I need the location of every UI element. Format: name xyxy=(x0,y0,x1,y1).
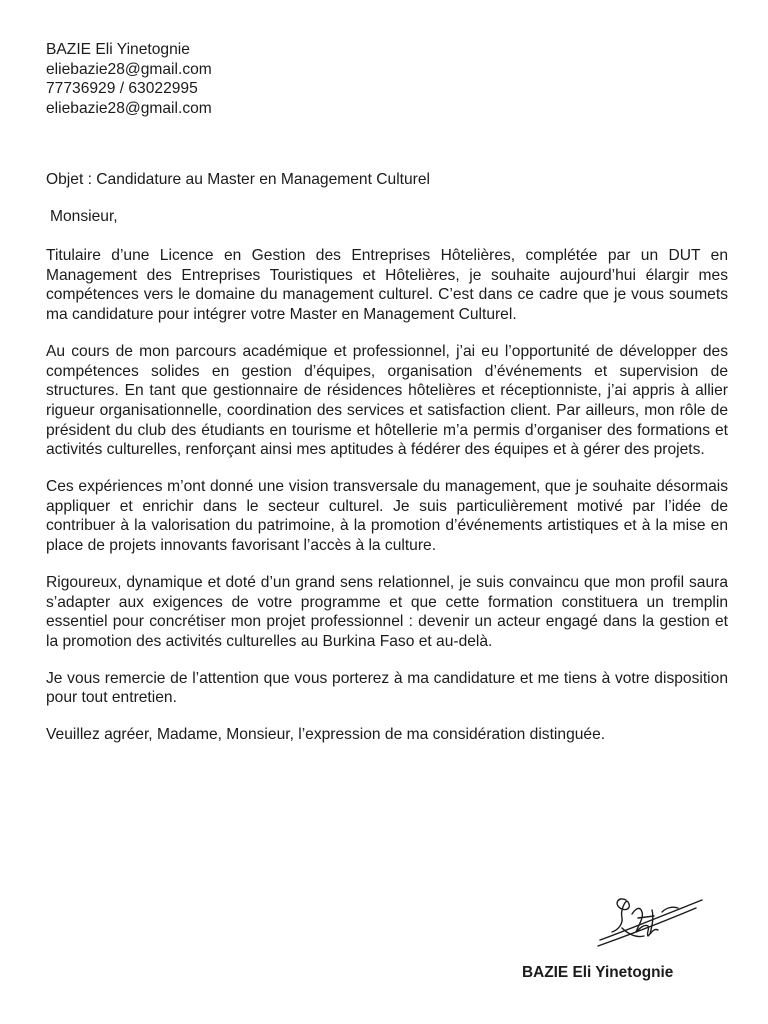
sender-name: BAZIE Eli Yinetognie xyxy=(46,41,190,58)
sender-block xyxy=(46,40,212,118)
body-paragraph-thanks: Je vous remercie de l’attention que vous porterez à ma candidature et me tiens à votre disposition pour tout entretien. xyxy=(46,669,728,707)
body-paragraph-experience: Au cours de mon parcours académique et professionnel, j’ai eu l’opportunité de développer des compétences solides en gestion d’équipes, organisation d’événements et supervision de structures. En tant que gestionnaire de résidences hôtelières et réceptionniste, j’ai appris à allier rigueur organisationnelle, coordination des services et satisfaction client. Par ailleurs, mon rôle de président du club des étudiants en tourisme et hôtellerie m’a permis d’organiser des formations et activités culturelles, renforçant ainsi mes aptitudes à fédérer des équipes et à gérer des projets. xyxy=(46,342,728,459)
handwritten-signature-icon xyxy=(592,888,712,960)
sender-email-secondary: eliebazie28@gmail.com xyxy=(46,99,212,117)
sender-email: eliebazie28@gmail.com xyxy=(46,60,212,78)
letter-subject: Objet : Candidature au Master en Management Culturel xyxy=(46,171,430,188)
letter-body xyxy=(46,246,728,762)
body-paragraph-profile: Rigoureux, dynamique et doté d’un grand sens relationnel, je suis convaincu que mon profil saura s’adapter aux exigences de votre programme et que cette formation constituera un tremplin essentiel pour concrétiser mon projet professionnel : devenir un acteur engagé dans la gestion et la promotion des activités culturelles au Burkina Faso et au-delà. xyxy=(46,573,728,650)
sender-phone: 77736929 / 63022995 xyxy=(46,80,198,98)
body-paragraph-motivation: Ces expériences m’ont donné une vision transversale du management, que je souhaite désormais appliquer et enrichir dans le secteur culturel. Je suis particulièrement motivé par l’idée de contribuer à la valorisation du patrimoine, à la promotion d’événements artistiques et à la mise en place de projets innovants favorisant l’accès à la culture. xyxy=(46,478,728,555)
letter-salutation: Monsieur, xyxy=(50,208,118,225)
letter-closing: Veuillez agréer, Madame, Monsieur, l’expression de ma considération distinguée. xyxy=(46,726,606,744)
body-paragraph-intro: Titulaire d’une Licence en Gestion des Entreprises Hôtelières, complétée par un DUT en Management des Entreprises Touristiques et Hôtelières, je souhaite aujourd’hui élargir mes compétences vers le domaine du management culturel. C’est dans ce cadre que je vous soumets ma candidature pour intégrer votre Master en Management Culturel. xyxy=(46,247,728,324)
signer-name: BAZIE Eli Yinetognie xyxy=(522,964,674,981)
